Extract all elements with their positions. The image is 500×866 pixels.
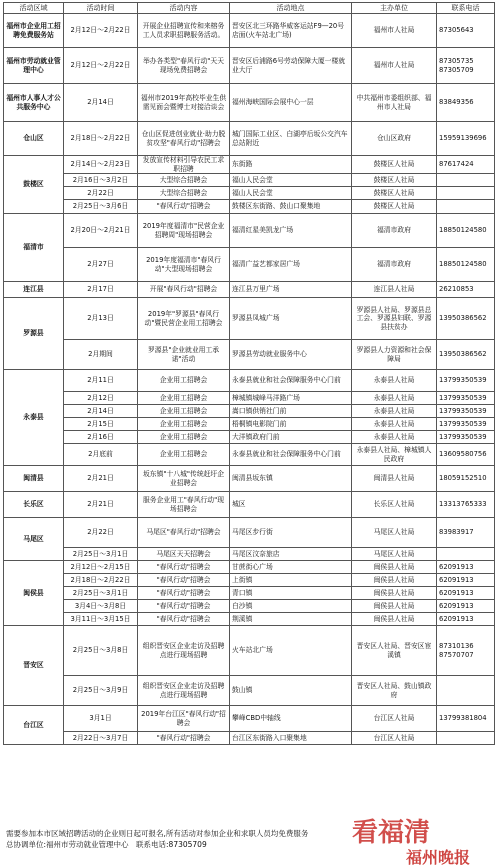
organizer-cell: 永泰县人社局 — [352, 370, 437, 392]
table-row — [4, 600, 495, 613]
organizer-cell: 闽侯县人社局 — [352, 574, 437, 587]
content-cell: 2019年度福清市"春风行动"大型现场招聘会 — [138, 248, 230, 282]
table-row — [4, 492, 495, 518]
place-cell: 火车站北广场 — [230, 626, 352, 676]
place-cell: 晋安区北三环路华威客运站F9—20号店面(火车站北广场) — [230, 14, 352, 48]
phone-cell: 87305643 — [437, 14, 495, 48]
time-cell: 2月14日 — [64, 405, 138, 418]
content-cell: 2019年"罗源县"春风行动"暨民营企业用工招聘会 — [138, 298, 230, 340]
phone-cell — [437, 548, 495, 561]
watermark-subtext: 福州晚报 — [406, 848, 471, 866]
table-row — [4, 156, 495, 174]
table-row — [4, 466, 495, 492]
time-cell: 2月17日 — [64, 282, 138, 298]
area-cell: 马尾区 — [4, 518, 64, 561]
phone-cell: 13799350539 — [437, 392, 495, 405]
content-cell: "春风行动"招聘会 — [138, 200, 230, 214]
table-row — [4, 518, 495, 548]
area-cell: 连江县 — [4, 282, 64, 298]
time-cell: 2月16日～3月2日 — [64, 174, 138, 187]
content-cell: 企业用工招聘会 — [138, 444, 230, 466]
phone-cell: 26210853 — [437, 282, 495, 298]
time-cell: 2月25日～3月9日 — [64, 676, 138, 706]
time-cell: 2月22日～3月7日 — [64, 732, 138, 745]
phone-cell — [437, 187, 495, 200]
time-cell: 2月11日 — [64, 370, 138, 392]
phone-cell: 13950386562 — [437, 340, 495, 370]
place-cell: 马尾区步行街 — [230, 518, 352, 548]
place-cell: 荆溪镇 — [230, 613, 352, 626]
time-cell: 2月期间 — [64, 340, 138, 370]
table-row — [4, 574, 495, 587]
organizer-cell: 鼓楼区人社局 — [352, 174, 437, 187]
time-cell: 2月25日～3月6日 — [64, 200, 138, 214]
table-row — [4, 298, 495, 340]
table-row — [4, 732, 495, 745]
time-cell: 2月14日 — [64, 84, 138, 122]
organizer-cell: 鼓楼区人社局 — [352, 156, 437, 174]
place-cell: 罗源县凤城广场 — [230, 298, 352, 340]
time-cell: 2月20日～2月21日 — [64, 214, 138, 248]
phone-cell: 13799350539 — [437, 431, 495, 444]
organizer-cell: 永泰县人社局、樟城镇人民政府 — [352, 444, 437, 466]
content-cell: 罗源县"企业就业用工承诺"活动 — [138, 340, 230, 370]
table-row — [4, 122, 495, 156]
organizer-cell: 永泰县人社局 — [352, 405, 437, 418]
area-cell: 鼓楼区 — [4, 156, 64, 214]
phone-cell: 13609580756 — [437, 444, 495, 466]
time-cell: 2月15日 — [64, 418, 138, 431]
time-cell: 2月12日～2月22日 — [64, 14, 138, 48]
time-cell: 2月22日 — [64, 518, 138, 548]
table-row — [4, 405, 495, 418]
time-cell: 3月4日～3月8日 — [64, 600, 138, 613]
header-organizer: 主办单位 — [352, 3, 437, 14]
time-cell: 2月12日～2月22日 — [64, 48, 138, 84]
place-cell: 福州海峡国际会展中心一层 — [230, 84, 352, 122]
place-cell: 樟城镇城峰马洋路广场 — [230, 392, 352, 405]
area-cell: 福州市劳动就业管理中心 — [4, 48, 64, 84]
content-cell: 坂东镇"十八城"传统赶圩企业招聘会 — [138, 466, 230, 492]
time-cell: 2月21日 — [64, 466, 138, 492]
place-cell: 永泰县就业和社会保障服务中心门前 — [230, 444, 352, 466]
content-cell: 马尾区"春风行动"招聘会 — [138, 518, 230, 548]
organizer-cell: 罗源县人力资源和社会保障局 — [352, 340, 437, 370]
phone-cell: 13313765333 — [437, 492, 495, 518]
table-row — [4, 706, 495, 732]
table-row — [4, 418, 495, 431]
place-cell: 东街路 — [230, 156, 352, 174]
content-cell: 马尾区天天招聘会 — [138, 548, 230, 561]
content-cell: "春风行动"招聘会 — [138, 574, 230, 587]
table-row — [4, 444, 495, 466]
table-row — [4, 174, 495, 187]
content-cell: 企业用工招聘会 — [138, 418, 230, 431]
organizer-cell: 闽侯县人社局 — [352, 600, 437, 613]
table-row — [4, 587, 495, 600]
organizer-cell: 台江区人社局 — [352, 706, 437, 732]
table-row — [4, 282, 495, 298]
activity-schedule-table — [3, 2, 495, 745]
content-cell: 企业用工招聘会 — [138, 370, 230, 392]
place-cell: 福清红星美凯龙广场 — [230, 214, 352, 248]
organizer-cell: 晋安区人社局、晋安区宦溪镇 — [352, 626, 437, 676]
phone-cell — [437, 676, 495, 706]
time-cell: 2月13日 — [64, 298, 138, 340]
phone-cell: 15959139696 — [437, 122, 495, 156]
place-cell: 上街镇 — [230, 574, 352, 587]
place-cell: 永泰县就业和社会保障服务中心门前 — [230, 370, 352, 392]
organizer-cell: 鼓楼区人社局 — [352, 187, 437, 200]
content-cell: 组织晋安区企业走访及招聘点进行现场招聘 — [138, 676, 230, 706]
header-time: 活动时间 — [64, 3, 138, 14]
time-cell: 2月18日～2月22日 — [64, 574, 138, 587]
organizer-cell: 长乐区人社局 — [352, 492, 437, 518]
phone-cell — [437, 200, 495, 214]
place-cell: 城区 — [230, 492, 352, 518]
phone-cell: 18059152510 — [437, 466, 495, 492]
phone-cell: 62091913 — [437, 561, 495, 574]
time-cell: 2月18日～2月22日 — [64, 122, 138, 156]
content-cell: 企业用工招聘会 — [138, 405, 230, 418]
place-cell: 大洋镇政府门前 — [230, 431, 352, 444]
table-row — [4, 187, 495, 200]
content-cell: 大型综合招聘会 — [138, 174, 230, 187]
phone-cell: 83983917 — [437, 518, 495, 548]
table-row — [4, 214, 495, 248]
watermark-text: 看福清 — [352, 818, 431, 848]
content-cell: "春风行动"招聘会 — [138, 587, 230, 600]
place-cell: 闽清县坂东镇 — [230, 466, 352, 492]
content-cell: 开展"春风行动"招聘会 — [138, 282, 230, 298]
table-row — [4, 676, 495, 706]
organizer-cell: 台江区人社局 — [352, 732, 437, 745]
area-cell: 晋安区 — [4, 626, 64, 706]
organizer-cell: 闽清县人社局 — [352, 466, 437, 492]
time-cell: 2月27日 — [64, 248, 138, 282]
organizer-cell: 福清市政府 — [352, 248, 437, 282]
time-cell: 2月12日～2月15日 — [64, 561, 138, 574]
time-cell: 2月25日～3月1日 — [64, 548, 138, 561]
place-cell: 连江县万里广场 — [230, 282, 352, 298]
content-cell: 2019年度福清市"民营企业招聘周"现场招聘会 — [138, 214, 230, 248]
table-row — [4, 248, 495, 282]
area-cell: 闽清县 — [4, 466, 64, 492]
phone-cell: 87617424 — [437, 156, 495, 174]
table-row — [4, 431, 495, 444]
time-cell: 2月22日 — [64, 187, 138, 200]
content-cell: 发放宣传材料引导农民工求职招聘 — [138, 156, 230, 174]
time-cell: 2月25日～3月8日 — [64, 626, 138, 676]
table-row — [4, 392, 495, 405]
footer-contact: 总协调单位:福州市劳动就业管理中心 联系电话:87305709 — [6, 840, 207, 849]
place-cell: 福清广益艺都家居广场 — [230, 248, 352, 282]
phone-cell: 13950386562 — [437, 298, 495, 340]
place-cell: 攀峰CBD中轴线 — [230, 706, 352, 732]
content-cell: "春风行动"招聘会 — [138, 561, 230, 574]
time-cell: 2月12日 — [64, 392, 138, 405]
place-cell: 白沙镇 — [230, 600, 352, 613]
place-cell: 鼓楼区东街路、鼓山口聚集地 — [230, 200, 352, 214]
place-cell: 晋安区后浦路6号劳动保障大厦一楼就业大厅 — [230, 48, 352, 84]
table-header-row — [4, 3, 495, 14]
organizer-cell: 马尾区人社局 — [352, 548, 437, 561]
content-cell: "春风行动"招聘会 — [138, 613, 230, 626]
content-cell: 福州市2019年高校毕业生供需见面会暨博士对接洽谈会 — [138, 84, 230, 122]
table-row — [4, 626, 495, 676]
organizer-cell: 永泰县人社局 — [352, 431, 437, 444]
time-cell: 2月16日 — [64, 431, 138, 444]
organizer-cell: 中共福州市委组织部、福州市人社局 — [352, 84, 437, 122]
organizer-cell: 闽侯县人社局 — [352, 561, 437, 574]
phone-cell: 13799350539 — [437, 418, 495, 431]
organizer-cell: 仓山区政府 — [352, 122, 437, 156]
phone-cell: 13799350539 — [437, 405, 495, 418]
organizer-cell: 福州市人社局 — [352, 48, 437, 84]
table-row — [4, 84, 495, 122]
phone-cell: 87305735 87305709 — [437, 48, 495, 84]
place-cell: 罗源县劳动就业服务中心 — [230, 340, 352, 370]
content-cell: 仓山区促进创业就业·助力脱贫攻坚"春风行动"招聘会 — [138, 122, 230, 156]
area-cell: 闽侯县 — [4, 561, 64, 626]
place-cell: 甘蔗街心广场 — [230, 561, 352, 574]
time-cell: 2月25日～3月1日 — [64, 587, 138, 600]
organizer-cell: 鼓楼区人社局 — [352, 200, 437, 214]
content-cell: 服务企业用工"春风行动"现场招聘会 — [138, 492, 230, 518]
content-cell: 举办各类型"春风行动"天天现场免费招聘会 — [138, 48, 230, 84]
place-cell: 梧桐镇电影院门前 — [230, 418, 352, 431]
area-cell: 福州市人事人才公共服务中心 — [4, 84, 64, 122]
phone-cell: 62091913 — [437, 574, 495, 587]
time-cell: 2月21日 — [64, 492, 138, 518]
area-cell: 福清市 — [4, 214, 64, 282]
organizer-cell: 闽侯县人社局 — [352, 587, 437, 600]
organizer-cell: 马尾区人社局 — [352, 518, 437, 548]
table-row — [4, 561, 495, 574]
organizer-cell: 连江县人社局 — [352, 282, 437, 298]
table-row — [4, 200, 495, 214]
table-row — [4, 370, 495, 392]
phone-cell — [437, 732, 495, 745]
phone-cell: 87310136 87570707 — [437, 626, 495, 676]
phone-cell: 13799381804 — [437, 706, 495, 732]
phone-cell: 13799350539 — [437, 370, 495, 392]
time-cell: 2月底前 — [64, 444, 138, 466]
place-cell: 福山人民会堂 — [230, 174, 352, 187]
table-row — [4, 340, 495, 370]
header-content: 活动内容 — [138, 3, 230, 14]
place-cell: 嵩口镇供销社门前 — [230, 405, 352, 418]
organizer-cell: 永泰县人社局 — [352, 392, 437, 405]
place-cell: 青口镇 — [230, 587, 352, 600]
area-cell: 长乐区 — [4, 492, 64, 518]
content-cell: 开展企业招聘宣传和来榕务工人员求职招聘服务活动。 — [138, 14, 230, 48]
time-cell: 3月11日～3月15日 — [64, 613, 138, 626]
area-cell: 仓山区 — [4, 122, 64, 156]
table-row — [4, 14, 495, 48]
content-cell: 企业用工招聘会 — [138, 392, 230, 405]
content-cell: "春风行动"招聘会 — [138, 600, 230, 613]
area-cell: 罗源县 — [4, 298, 64, 370]
phone-cell: 62091913 — [437, 587, 495, 600]
organizer-cell: 闽侯县人社局 — [352, 613, 437, 626]
header-area: 活动区域 — [4, 3, 64, 14]
place-cell: 福山人民会堂 — [230, 187, 352, 200]
phone-cell: 62091913 — [437, 600, 495, 613]
place-cell: 城门国际工业区、白湖亭后坂公交汽车总站附近 — [230, 122, 352, 156]
organizer-cell: 罗源县人社局、罗源县总工会、罗源县妇联、罗源县扶贫办 — [352, 298, 437, 340]
phone-cell: 18850124580 — [437, 214, 495, 248]
organizer-cell: 晋安区人社局、鼓山镇政府 — [352, 676, 437, 706]
organizer-cell: 福清市政府 — [352, 214, 437, 248]
phone-cell — [437, 174, 495, 187]
content-cell: 组织晋安区企业走访及招聘点进行现场招聘 — [138, 626, 230, 676]
phone-cell: 62091913 — [437, 613, 495, 626]
organizer-cell: 永泰县人社局 — [352, 418, 437, 431]
place-cell: 台江区东街路入口聚集地 — [230, 732, 352, 745]
time-cell: 3月1日 — [64, 706, 138, 732]
table-row — [4, 48, 495, 84]
area-cell: 台江区 — [4, 706, 64, 745]
content-cell: 大型综合招聘会 — [138, 187, 230, 200]
watermark-logo — [344, 811, 494, 866]
phone-cell: 18850124580 — [437, 248, 495, 282]
table-row — [4, 613, 495, 626]
area-cell: 永泰县 — [4, 370, 64, 466]
place-cell: 鼓山镇 — [230, 676, 352, 706]
content-cell: 2019年台江区"春风行动"招聘会 — [138, 706, 230, 732]
time-cell: 2月14日～2月23日 — [64, 156, 138, 174]
footer-note: 需要参加本市区域招聘活动的企业则日起可报名,所有活动对参加企业和求职人员均免费服务 — [6, 829, 309, 838]
content-cell: "春风行动"招聘会 — [138, 732, 230, 745]
header-phone: 联系电话 — [437, 3, 495, 14]
phone-cell: 83849356 — [437, 84, 495, 122]
content-cell: 企业用工招聘会 — [138, 431, 230, 444]
header-place: 活动地点 — [230, 3, 352, 14]
place-cell: 马尾区汶奈旅店 — [230, 548, 352, 561]
organizer-cell: 福州市人社局 — [352, 14, 437, 48]
table-row — [4, 548, 495, 561]
area-cell: 福州市企业用工招聘免费服务站 — [4, 14, 64, 48]
